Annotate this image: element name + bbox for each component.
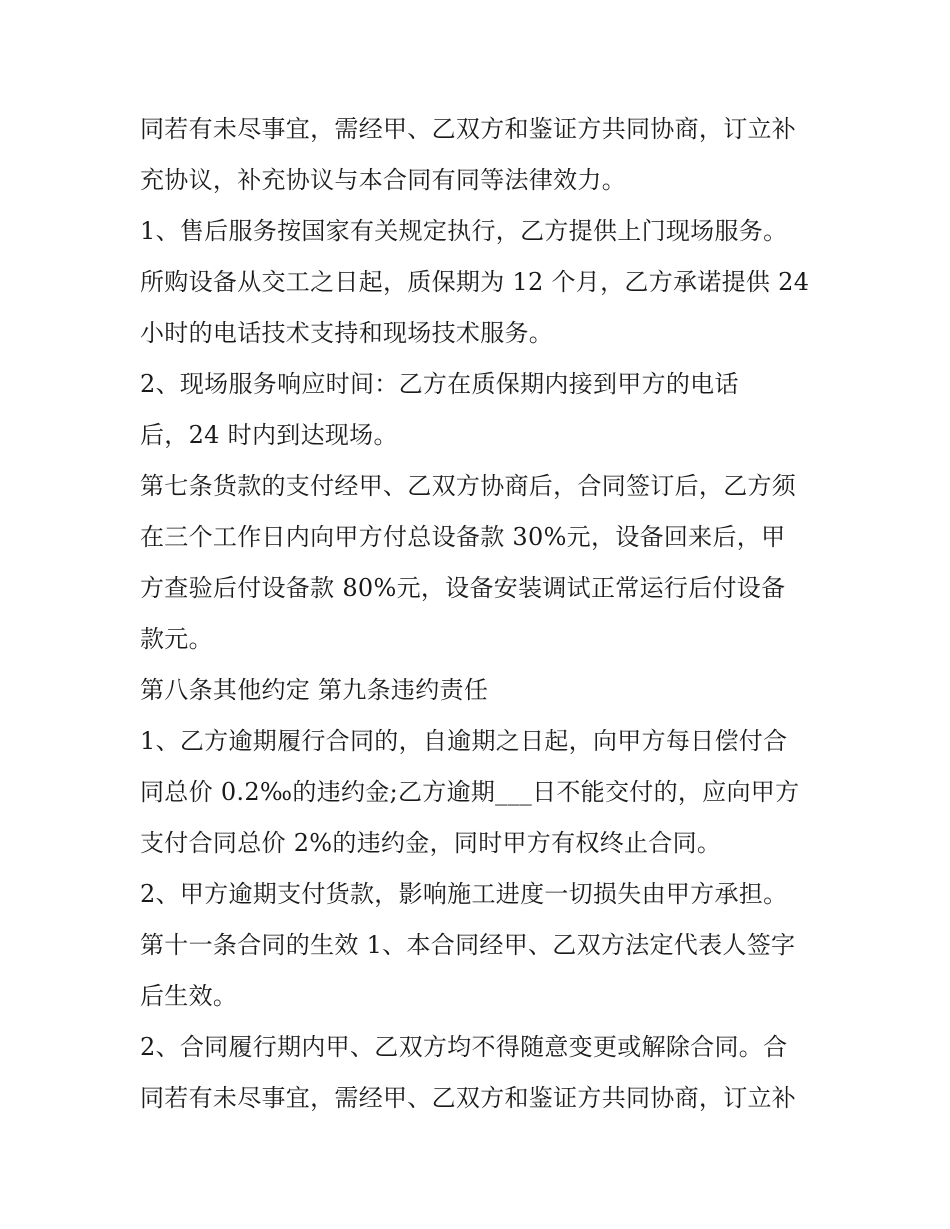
text-line: 第八条其他约定 第九条违约责任 <box>140 676 489 704</box>
text-line: 2、现场服务响应时间：乙方在质保期内接到甲方的电话 <box>140 370 739 398</box>
text-line: 所购设备从交工之日起，质保期为 12 个月，乙方承诺提供 24 <box>140 268 810 296</box>
text-line: 后，24 时内到达现场。 <box>140 421 398 449</box>
text-line: 在三个工作日内向甲方付总设备款 30%元，设备回来后，甲 <box>140 523 786 551</box>
document-body <box>140 104 830 1124</box>
text-line: 方查验后付设备款 80%元，设备安装调试正常运行后付设备 <box>140 574 786 602</box>
text-line: 第七条货款的支付经甲、乙双方协商后，合同签订后，乙方须 <box>140 472 797 500</box>
text-line: 同若有未尽事宜，需经甲、乙双方和鉴证方共同协商，订立补 <box>140 115 797 143</box>
text-line: 第十一条合同的生效 1、本合同经甲、乙双方法定代表人签字 <box>140 931 796 959</box>
text-line: 1、售后服务按国家有关规定执行，乙方提供上门现场服务。 <box>140 217 788 245</box>
text-line: 小时的电话技术支持和现场技术服务。 <box>140 319 554 347</box>
text-line: 款元。 <box>140 625 213 653</box>
text-line: 2、合同履行期内甲、乙双方均不得随意变更或解除合同。合 <box>140 1033 788 1061</box>
text-line: 后生效。 <box>140 982 238 1010</box>
text-line: 2、甲方逾期支付货款，影响施工进度一切损失由甲方承担。 <box>140 880 788 908</box>
text-line: 同总价 0.2‰的违约金;乙方逾期___日不能交付的，应向甲方 <box>140 778 800 806</box>
text-line: 同若有未尽事宜，需经甲、乙双方和鉴证方共同协商，订立补 <box>140 1084 797 1112</box>
text-line: 1、乙方逾期履行合同的，自逾期之日起，向甲方每日偿付合 <box>140 727 788 755</box>
text-line: 支付合同总价 2%的违约金，同时甲方有权终止合同。 <box>140 829 722 857</box>
text-line: 充协议，补充协议与本合同有同等法律效力。 <box>140 166 626 194</box>
